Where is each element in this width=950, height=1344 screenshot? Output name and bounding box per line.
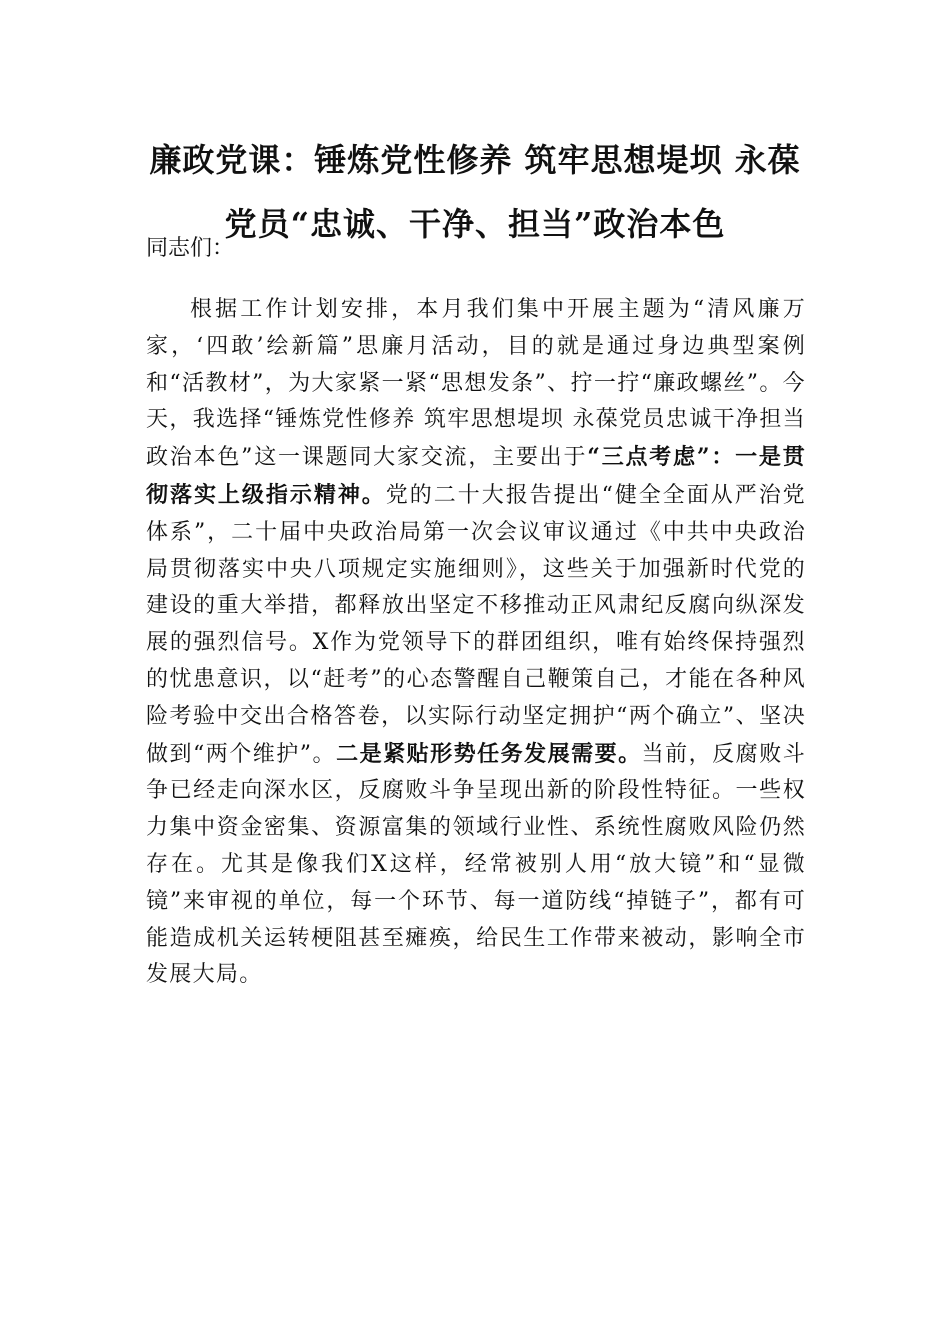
paragraph-text-first-point: 党的二十大报告提出“健全全面从严治党体系”，二十届中央政治局第一次会议审议通过《中共中央政治局贯彻落实中央八项规定实施细则》，这些关于加强新时代党的建设的重大举措，都释放出坚定不移推动正风肃纪反腐向纵深发展的强烈信号。X作为党领导下的群团组织，唯有始终保持强烈的忧患意识，以“赶考”的心态警醒自己鞭策自己，才能在各种风险考验中交出合格答卷，以实际行动坚定拥护“两个确立”、坚决做到“两个维护”。 xyxy=(146,482,806,767)
paragraph-emphasis-first-point: “三点考虑”：一是贯彻落实上级指示精神。 xyxy=(146,444,807,508)
paragraph-text-intro: 根据工作计划安排，本月我们集中开展主题为“清风廉万家，‘四敢’绘新篇”思廉月活动，目的就是通过身边典型案例和“活教材”，为大家紧一紧“思想发条”、拧一拧“廉政螺丝”。今天，我选择“锤炼党性修养 筑牢思想堤坝 永葆党员忠诚干净担当政治本色”这一课题同大家交流，主要出于 xyxy=(146,297,806,471)
greeting: 同志们： xyxy=(146,236,235,261)
paragraph-text-second-point: 当前，反腐败斗争已经走向深水区，反腐败斗争呈现出新的阶段性特征。一些权力集中资金密集、资源富集的领域行业性、系统性腐败风险仍然存在。尤其是像我们X这样，经常被别人用“放大镜”和“显微镜”来审视的单位，每一个环节、每一道防线“掉链子”，都有可能造成机关运转梗阻甚至瘫痪，给民生工作带来被动，影响全市发展大局。 xyxy=(146,741,806,988)
body-paragraph xyxy=(146,292,806,994)
paragraph-emphasis-second-point: 二是紧贴形势任务发展需要。 xyxy=(336,740,642,767)
document-title: 廉政党课：锤炼党性修养 筑牢思想堤坝 永葆党员“忠诚、干净、担当”政治本色 xyxy=(149,141,801,243)
